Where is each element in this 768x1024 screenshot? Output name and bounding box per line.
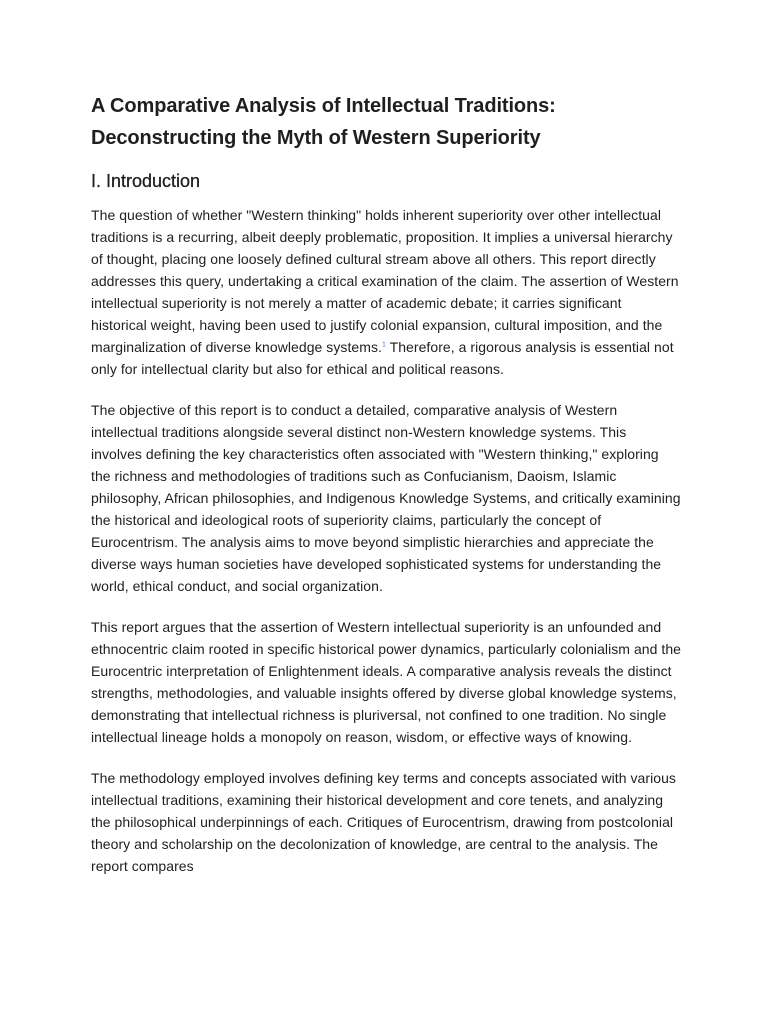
intro-paragraph-3: This report argues that the assertion of Western intellectual superiority is an unfounded and ethnocentric claim rooted in specific historical power dynamics, particularly colonialism and the Eurocentric interpretation of Enlightenment ideals. A comparative analysis reveals the distinct strengths, methodologies, and valuable insights offered by diverse global knowledge systems, demonstrating that intellectual richness is pluriversal, not confined to one tradition. No single intellectual lineage holds a monopoly on reason, wisdom, or effective ways of knowing. [91, 619, 681, 745]
intro-paragraph-1-text-a: The question of whether "Western thinking" holds inherent superiority over other intellectual traditions is a recurring, albeit deeply problematic, proposition. It implies a universal hierarchy of thought, placing one loosely defined cultural stream above all others. This report directly addresses this query, undertaking a critical examination of the claim. The assertion of Western intellectual superiority is not merely a matter of academic debate; it carries significant historical weight, having been used to justify colonial expansion, cultural imposition, and the marginalization of diverse knowledge systems. [91, 207, 679, 355]
section-heading-introduction: I. Introduction [91, 171, 201, 191]
document-title-line-1: A Comparative Analysis of Intellectual Traditions: [91, 95, 556, 117]
intro-paragraph-1-text-b: Therefore, a rigorous analysis is essential not only for intellectual clarity but also for ethical and political reasons. [91, 339, 674, 377]
document-page [91, 90, 681, 896]
intro-paragraph-1 [91, 204, 681, 380]
document-title-line-2: Deconstructing the Myth of Western Superiority [91, 127, 541, 149]
document-title [91, 90, 681, 154]
intro-paragraph-2: The objective of this report is to conduct a detailed, comparative analysis of Western intellectual traditions alongside several distinct non-Western knowledge systems. This involves defining the key characteristics often associated with "Western thinking," exploring the richness and methodologies of traditions such as Confucianism, Daoism, Islamic philosophy, African philosophies, and Indigenous Knowledge Systems, and critically examining the historical and ideological roots of superiority claims, particularly the concept of Eurocentrism. The analysis aims to move beyond simplistic hierarchies and appreciate the diverse ways human societies have developed sophisticated systems for understanding the world, ethical conduct, and social organization. [91, 402, 681, 594]
footnote-reference-link[interactable]: 1 [381, 341, 386, 349]
intro-paragraph-4: The methodology employed involves defining key terms and concepts associated with various intellectual traditions, examining their historical development and core tenets, and analyzing the philosophical underpinnings of each. Critiques of Eurocentrism, drawing from postcolonial theory and scholarship on the decolonization of knowledge, are central to the analysis. The report compares [91, 770, 676, 874]
